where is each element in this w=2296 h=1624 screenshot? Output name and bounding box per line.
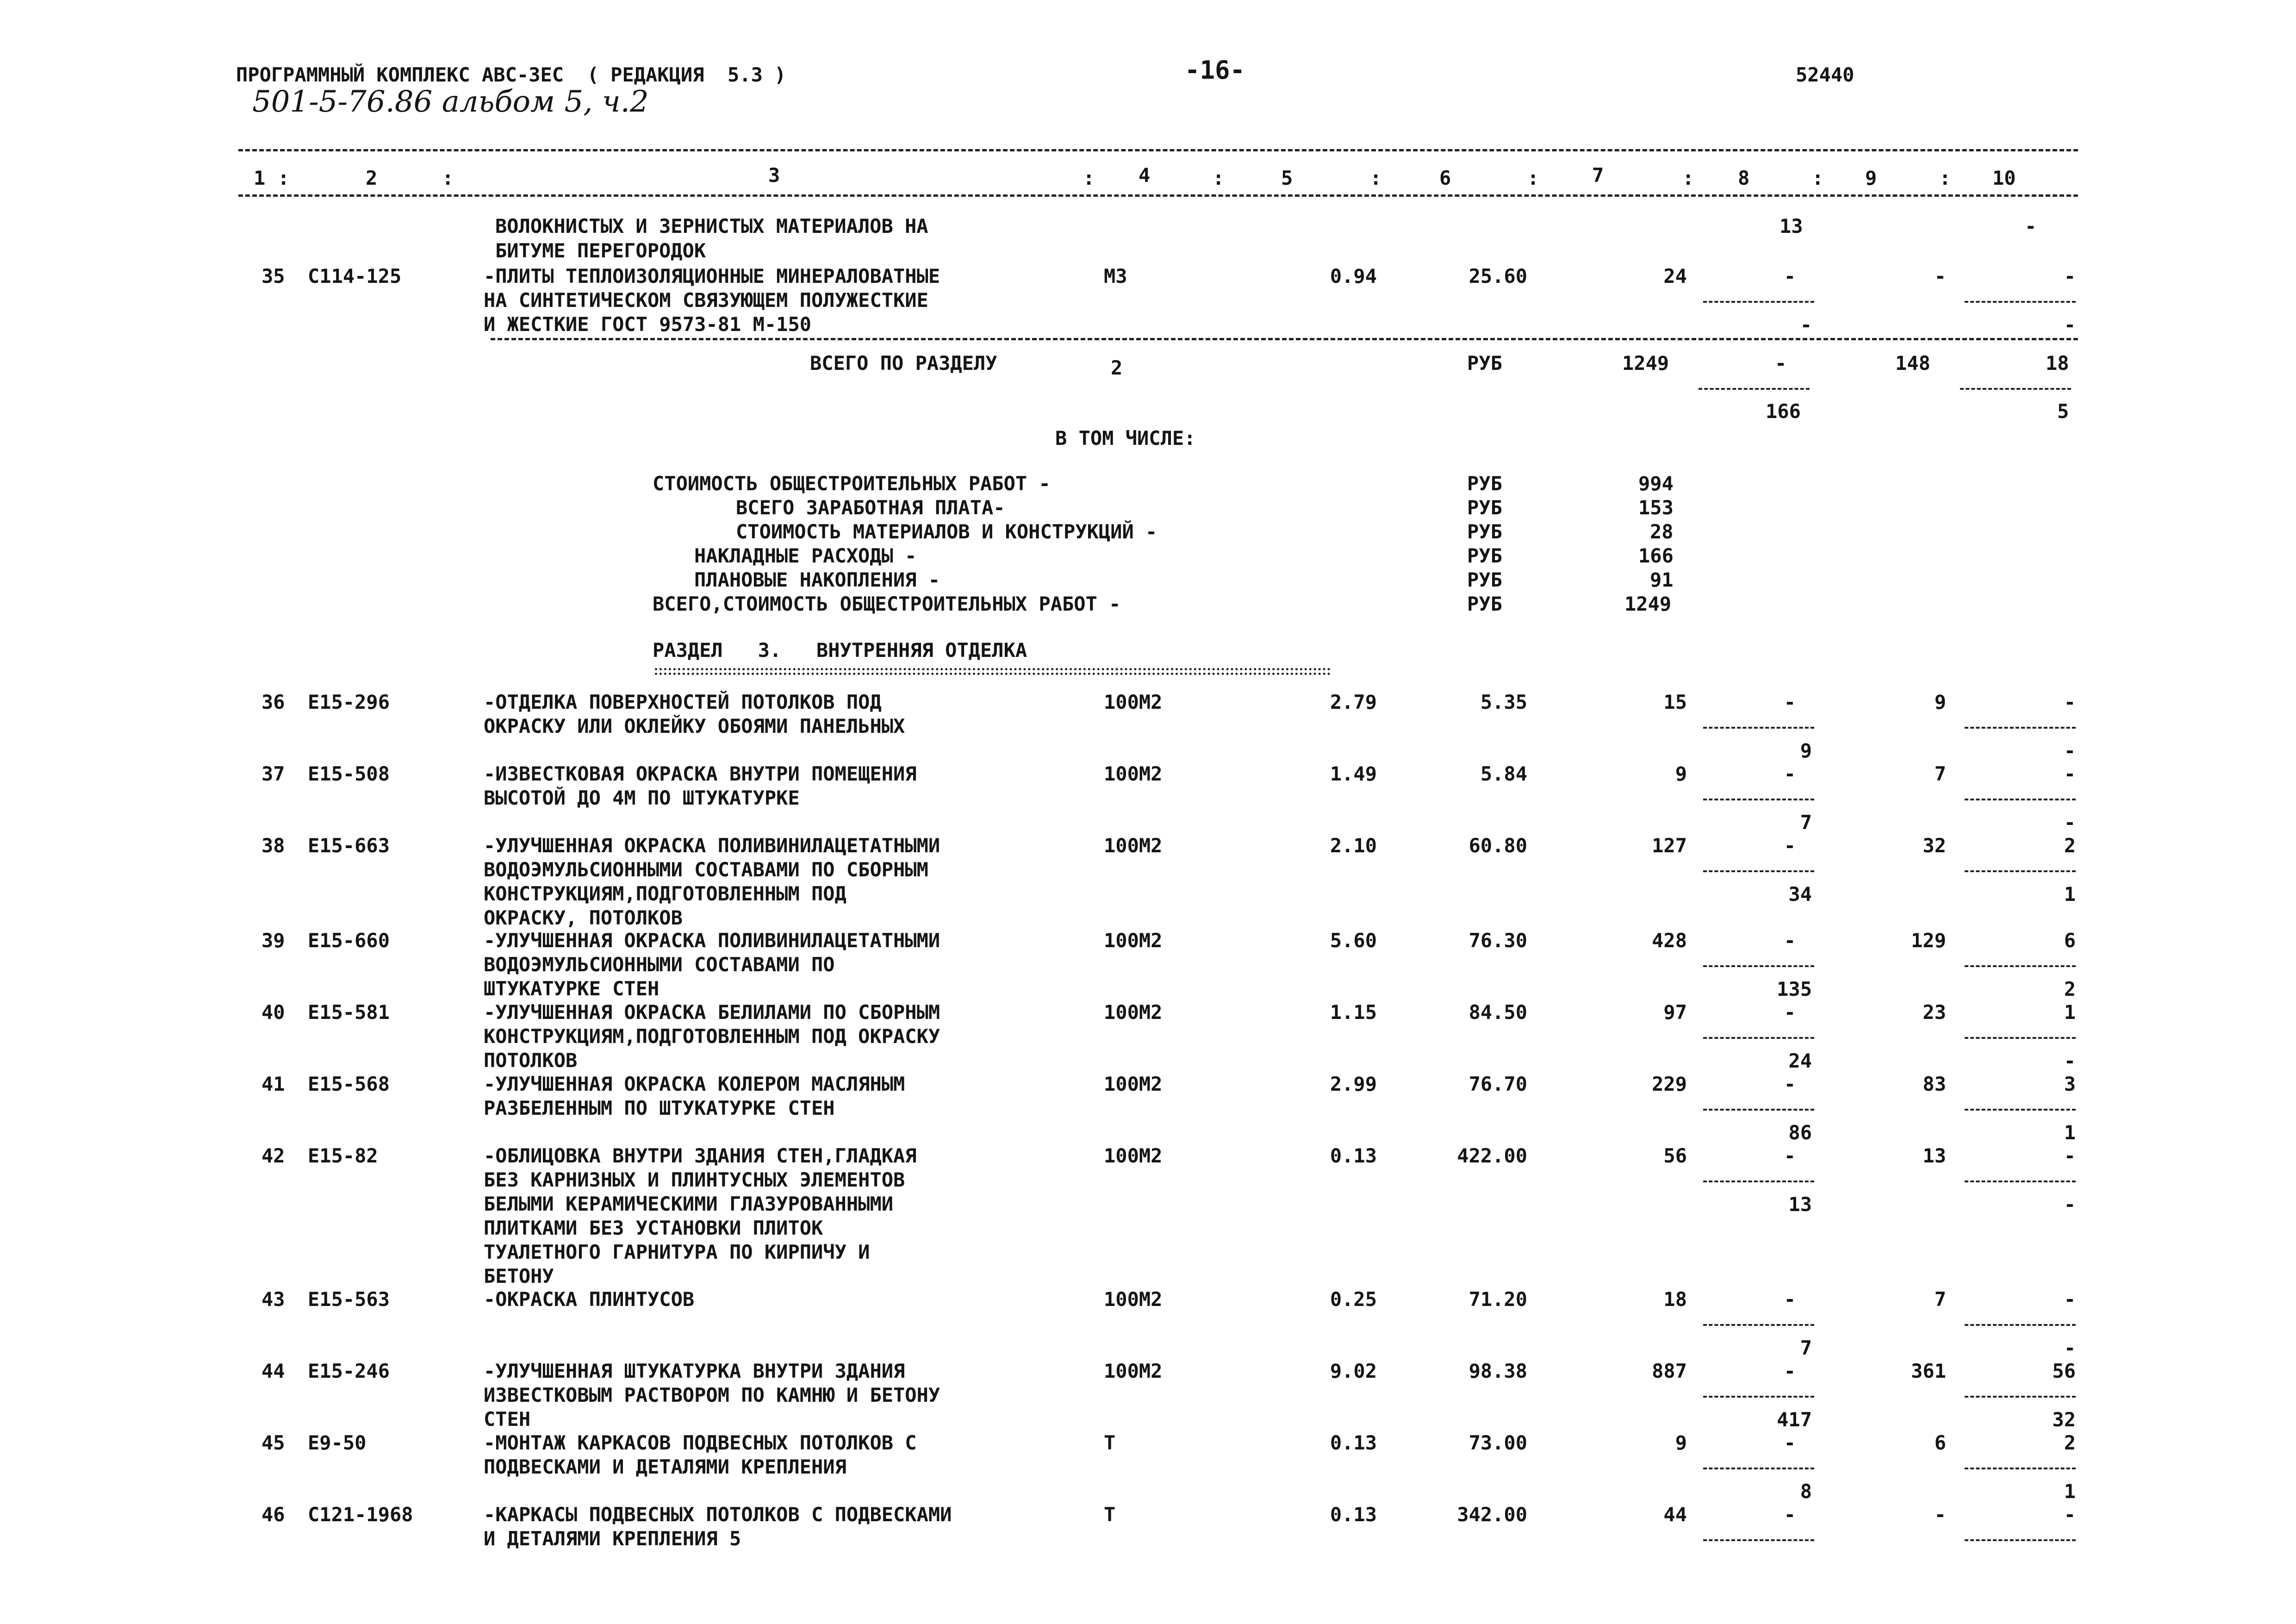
row-description-line: ВОДОЭМУЛЬСИОННЫМИ СОСТАВАМИ ПО СБОРНЫМ — [484, 858, 928, 881]
row-col10-bottom: 2 — [2064, 978, 2076, 1000]
row-unit: 100М2 — [1104, 1360, 1163, 1382]
row-col10-divider — [1965, 727, 2076, 729]
section-total-col8-divider — [1699, 388, 1810, 390]
row-description-line: ВОДОЭМУЛЬСИОННЫМИ СОСТАВАМИ ПО — [484, 953, 835, 976]
row-quantity: 0.25 — [1330, 1288, 1377, 1311]
including-value: 994 — [1638, 472, 1674, 495]
row-col10-bottom: - — [2064, 313, 2076, 336]
row-number: 38 — [261, 834, 285, 857]
row-description-line: -КАРКАСЫ ПОДВЕСНЫХ ПОТОЛКОВ С ПОДВЕСКАМИ — [484, 1503, 952, 1526]
row-description-line: БЕТОНУ — [484, 1265, 554, 1287]
row-quantity: 1.15 — [1330, 1001, 1377, 1024]
row-unit: Т — [1104, 1503, 1116, 1526]
handwritten-annotation: 501-5-76.86 альбом 5, ч.2 — [252, 85, 649, 119]
including-value: 153 — [1638, 496, 1674, 519]
row-col10-top: - — [2064, 1144, 2076, 1167]
row-quantity: 0.13 — [1330, 1144, 1377, 1167]
row-col8-divider — [1703, 1109, 1814, 1111]
including-label: ПЛАНОВЫЕ НАКОПЛЕНИЯ - — [694, 568, 940, 591]
row-unit: 100М2 — [1104, 762, 1163, 785]
row-unit-price: 5.84 — [1480, 762, 1527, 785]
row-unit: М3 — [1104, 265, 1127, 287]
document-code: 52440 — [1796, 63, 1854, 86]
col-header-9: 9 — [1865, 167, 1877, 189]
including-label: СТОИМОСТЬ МАТЕРИАЛОВ И КОНСТРУКЦИЙ - — [736, 520, 1157, 543]
row-col8-top: - — [1784, 1073, 1796, 1095]
row-description-line: -ОКРАСКА ПЛИНТУСОВ — [484, 1288, 695, 1311]
row-total: 24 — [1663, 265, 1687, 287]
col-header-sep: : — [1527, 167, 1539, 189]
row-quantity: 9.02 — [1330, 1360, 1377, 1382]
row-description-line: -ОТДЕЛКА ПОВЕРХНОСТЕЙ ПОТОЛКОВ ПОД — [484, 691, 882, 713]
including-value: 1249 — [1624, 593, 1672, 615]
row-col10-divider — [1965, 1109, 2076, 1111]
row-col10-bottom: - — [2064, 739, 2076, 762]
row-col8-top: - — [1784, 1431, 1796, 1454]
fragment-col8: 13 — [1780, 215, 1803, 237]
row-col8-bottom: 9 — [1800, 739, 1812, 762]
row-col8-bottom: 86 — [1788, 1121, 1812, 1144]
row-unit-price: 76.70 — [1468, 1073, 1527, 1095]
row-number: 46 — [261, 1503, 285, 1526]
row-col10-bottom: 1 — [2064, 883, 2076, 906]
col-header-sep: : — [1213, 167, 1225, 189]
row-quantity: 2.99 — [1330, 1073, 1377, 1095]
row-col8-bottom: - — [1800, 313, 1812, 336]
row-code: E15-581 — [308, 1001, 390, 1024]
row-col8-divider — [1703, 1396, 1814, 1398]
row-col8-bottom: 417 — [1777, 1408, 1812, 1431]
row-col10-divider — [1965, 1396, 2076, 1398]
row-number: 35 — [261, 265, 285, 287]
row-description-line: -ИЗВЕСТКОВАЯ ОКРАСКА ВНУТРИ ПОМЕЩЕНИЯ — [484, 762, 917, 785]
row-col8-top: - — [1784, 834, 1796, 857]
row-quantity: 2.79 — [1330, 691, 1377, 713]
row-unit-price: 71.20 — [1468, 1288, 1527, 1311]
row-quantity: 2.10 — [1330, 834, 1377, 857]
row-col9: - — [1934, 265, 1946, 287]
row-description-line: КОНСТРУКЦИЯМ,ПОДГОТОВЛЕННЫМ ПОД ОКРАСКУ — [484, 1025, 940, 1048]
row-description-line: -УЛУЧШЕННАЯ ОКРАСКА БЕЛИЛАМИ ПО СБОРНЫМ — [484, 1001, 940, 1024]
program-header: ПРОГРАММНЫЙ КОМПЛЕКС АВС-ЗЕС ( РЕДАКЦИЯ 5.3 ) — [236, 63, 786, 86]
row-number: 37 — [261, 762, 285, 785]
row-col10-divider — [1965, 1037, 2076, 1039]
row-col8-bottom: 24 — [1788, 1049, 1812, 1072]
row-col10-top: 6 — [2064, 929, 2076, 952]
section-total-col10-bottom: 5 — [2057, 400, 2069, 423]
row-number: 36 — [261, 691, 285, 713]
row-col10-bottom: - — [2064, 811, 2076, 834]
row-total: 97 — [1663, 1001, 1687, 1024]
row-col8-top: - — [1784, 1503, 1796, 1526]
row-unit: 100М2 — [1104, 1001, 1163, 1024]
row-description-line: ПЛИТКАМИ БЕЗ УСТАНОВКИ ПЛИТОК — [484, 1217, 823, 1239]
col-header-sep: : — [278, 167, 290, 189]
col-header-sep: : — [1370, 167, 1382, 189]
row-description-line: СТЕН — [484, 1408, 531, 1430]
row-total: 44 — [1663, 1503, 1687, 1526]
fragment-desc-line: БИТУМЕ ПЕРЕГОРОДОК — [495, 239, 706, 262]
row-code: E15-82 — [308, 1144, 378, 1167]
section-total-label: ВСЕГО ПО РАЗДЕЛУ — [810, 352, 997, 375]
row-col8-bottom: 34 — [1788, 883, 1812, 906]
row-col8-divider — [1703, 799, 1814, 800]
row-description-line: ИЗВЕСТКОВЫМ РАСТВОРОМ ПО КАМНЮ И БЕТОНУ — [484, 1384, 940, 1406]
row-col8-top: - — [1784, 691, 1796, 713]
row-col8-divider — [1703, 301, 1814, 303]
row-unit: 100М2 — [1104, 691, 1163, 713]
row-total: 9 — [1675, 1431, 1687, 1454]
row-col9: - — [1934, 1503, 1946, 1526]
including-unit: РУБ — [1467, 568, 1502, 591]
row-col10-top: - — [2064, 1288, 2076, 1311]
row-description-line: -УЛУЧШЕННАЯ ОКРАСКА КОЛЕРОМ МАСЛЯНЫМ — [484, 1073, 905, 1095]
row-quantity: 0.94 — [1330, 265, 1377, 287]
col-header-3: 3 — [768, 164, 780, 187]
including-value: 28 — [1650, 520, 1674, 543]
row-col10-top: 3 — [2064, 1073, 2076, 1095]
col-header-sep: : — [1939, 167, 1951, 189]
row-col8-divider — [1703, 870, 1814, 872]
row-description-line: ШТУКАТУРКЕ СТЕН — [484, 977, 660, 1000]
col-header-sep: : — [1812, 167, 1824, 189]
section-total-col7: 1249 — [1622, 352, 1669, 375]
row-code: E15-508 — [308, 762, 390, 785]
row-description-line: КОНСТРУКЦИЯМ,ПОДГОТОВЛЕННЫМ ПОД — [484, 882, 846, 905]
row-col10-top: 2 — [2064, 1431, 2076, 1454]
row-code: E15-563 — [308, 1288, 390, 1311]
section3-title: РАЗДЕЛ 3. ВНУТРЕННЯЯ ОТДЕЛКА — [653, 639, 1027, 662]
row-col9: 13 — [1923, 1144, 1946, 1167]
row-quantity: 0.13 — [1330, 1503, 1377, 1526]
row-quantity: 1.49 — [1330, 762, 1377, 785]
row-description-line: -УЛУЧШЕННАЯ ОКРАСКА ПОЛИВИНИЛАЦЕТАТНЫМИ — [484, 834, 940, 857]
section3-underline — [655, 668, 1331, 670]
row-col8-divider — [1703, 1539, 1814, 1541]
header-rule-top — [238, 149, 2078, 151]
row-unit-price: 25.60 — [1468, 265, 1527, 287]
col-header-10: 10 — [1992, 167, 2016, 189]
row-number: 40 — [261, 1001, 285, 1024]
row-description-line: ОКРАСКУ, ПОТОЛКОВ — [484, 906, 683, 929]
row-col10-divider — [1965, 1324, 2076, 1326]
row-col8-divider — [1703, 1037, 1814, 1039]
row-description-line: ВЫСОТОЙ ДО 4М ПО ШТУКАТУРКЕ — [484, 787, 800, 809]
row-col10-bottom: - — [2064, 1049, 2076, 1072]
row-total: 428 — [1652, 929, 1687, 952]
row-total: 887 — [1652, 1360, 1687, 1382]
col-header-sep: : — [442, 167, 454, 189]
row-col9: 83 — [1923, 1073, 1946, 1095]
row-total: 56 — [1663, 1144, 1687, 1167]
row-total: 127 — [1652, 834, 1687, 857]
row-number: 39 — [261, 929, 285, 952]
col-header-6: 6 — [1439, 167, 1451, 189]
row-description-line: И ДЕТАЛЯМИ КРЕПЛЕНИЯ 5 — [484, 1527, 741, 1550]
row-col8-top: - — [1784, 1144, 1796, 1167]
col-header-1: 1 — [254, 167, 266, 189]
row-col9: 129 — [1911, 929, 1946, 952]
section-total-rule — [491, 338, 2078, 340]
row-description-line: НА СИНТЕТИЧЕСКОМ СВЯЗУЮЩЕМ ПОЛУЖЕСТКИЕ — [484, 289, 928, 312]
row-unit: Т — [1104, 1431, 1116, 1454]
row-number: 43 — [261, 1288, 285, 1311]
row-unit: 100М2 — [1104, 834, 1163, 857]
row-number: 45 — [261, 1431, 285, 1454]
row-unit-price: 60.80 — [1468, 834, 1527, 857]
row-col10-top: 1 — [2064, 1001, 2076, 1024]
row-number: 42 — [261, 1144, 285, 1167]
section3-underline — [655, 673, 1331, 675]
including-title: В ТОМ ЧИСЛЕ: — [1055, 427, 1196, 450]
row-unit-price: 342.00 — [1457, 1503, 1527, 1526]
row-col10-top: - — [2064, 762, 2076, 785]
row-unit-price: 5.35 — [1480, 691, 1527, 713]
row-col10-divider — [1965, 1181, 2076, 1182]
col-header-8: 8 — [1738, 167, 1750, 189]
row-code: E9-50 — [308, 1431, 367, 1454]
col-header-5: 5 — [1281, 167, 1293, 189]
row-unit-price: 73.00 — [1468, 1431, 1527, 1454]
row-col10-divider — [1965, 799, 2076, 800]
row-col10-top: - — [2064, 691, 2076, 713]
col-header-sep: : — [1083, 167, 1095, 189]
row-description-line: -ОБЛИЦОВКА ВНУТРИ ЗДАНИЯ СТЕН,ГЛАДКАЯ — [484, 1144, 917, 1167]
row-col10-bottom: 1 — [2064, 1480, 2076, 1503]
including-unit: РУБ — [1467, 496, 1502, 519]
col-header-4: 4 — [1139, 164, 1151, 187]
row-col8-top: - — [1784, 762, 1796, 785]
row-unit: 100М2 — [1104, 929, 1163, 952]
section-total-col8-bottom: 166 — [1766, 400, 1801, 423]
including-value: 91 — [1650, 568, 1674, 591]
row-col9: 361 — [1911, 1360, 1946, 1382]
row-description-line: -МОНТАЖ КАРКАСОВ ПОДВЕСНЫХ ПОТОЛКОВ С — [484, 1431, 917, 1454]
row-code: C121-1968 — [308, 1503, 413, 1526]
row-total: 18 — [1663, 1288, 1687, 1311]
row-col9: 6 — [1934, 1431, 1946, 1454]
row-col10-bottom: 32 — [2052, 1408, 2076, 1431]
row-col8-divider — [1703, 1324, 1814, 1326]
section-total-col10-top: 18 — [2046, 352, 2069, 375]
including-label: НАКЛАДНЫЕ РАСХОДЫ - — [694, 544, 917, 567]
row-col8-top: - — [1784, 1288, 1796, 1311]
row-unit-price: 76.30 — [1468, 929, 1527, 952]
row-total: 9 — [1675, 762, 1687, 785]
row-number: 44 — [261, 1360, 285, 1382]
row-unit-price: 422.00 — [1457, 1144, 1527, 1167]
section-total-col9: 148 — [1895, 352, 1930, 375]
row-description-line: ПОТОЛКОВ — [484, 1049, 578, 1072]
fragment-col10: - — [2025, 215, 2037, 237]
row-col8-bottom: 8 — [1800, 1480, 1812, 1503]
row-col10-bottom: - — [2064, 1193, 2076, 1216]
including-unit: РУБ — [1467, 520, 1502, 543]
row-col10-top: 56 — [2052, 1360, 2076, 1382]
col-header-7: 7 — [1592, 164, 1604, 187]
row-code: E15-246 — [308, 1360, 390, 1382]
row-total: 15 — [1663, 691, 1687, 713]
row-code: E15-660 — [308, 929, 390, 952]
row-description-line: -ПЛИТЫ ТЕПЛОИЗОЛЯЦИОННЫЕ МИНЕРАЛОВАТНЫЕ — [484, 265, 940, 287]
section-total-col4: 2 — [1111, 356, 1123, 379]
including-unit: РУБ — [1467, 593, 1502, 615]
page-number: -16- — [1185, 56, 1245, 85]
row-col8-divider — [1703, 965, 1814, 967]
row-col10-divider — [1965, 1468, 2076, 1469]
row-unit: 100М2 — [1104, 1288, 1163, 1311]
section-total-col10-divider — [1960, 388, 2071, 390]
row-col8-bottom: 135 — [1777, 978, 1812, 1000]
row-col8-top: - — [1784, 1360, 1796, 1382]
row-code: C114-125 — [308, 265, 402, 287]
row-col10-divider — [1965, 1539, 2076, 1541]
row-code: E15-568 — [308, 1073, 390, 1095]
row-col8-top: - — [1784, 265, 1796, 287]
row-total: 229 — [1652, 1073, 1687, 1095]
row-description-line: ПОДВЕСКАМИ И ДЕТАЛЯМИ КРЕПЛЕНИЯ — [484, 1455, 846, 1478]
including-label: ВСЕГО,СТОИМОСТЬ ОБЩЕСТРОИТЕЛЬНЫХ РАБОТ - — [653, 593, 1121, 615]
row-col10-bottom: - — [2064, 1337, 2076, 1359]
including-unit: РУБ — [1467, 472, 1502, 495]
row-description-line: И ЖЕСТКИЕ ГОСТ 9573-81 М-150 — [484, 313, 812, 336]
row-col10-top: - — [2064, 265, 2076, 287]
row-col8-bottom: 7 — [1800, 1337, 1812, 1359]
row-unit-price: 98.38 — [1468, 1360, 1527, 1382]
row-col8-bottom: 7 — [1800, 811, 1812, 834]
row-col10-divider — [1965, 301, 2076, 303]
col-header-sep: : — [1682, 167, 1694, 189]
section-total-col6: РУБ — [1467, 352, 1502, 375]
row-col8-divider — [1703, 1468, 1814, 1469]
row-col8-divider — [1703, 1181, 1814, 1182]
row-col8-top: - — [1784, 929, 1796, 952]
row-description-line: ТУАЛЕТНОГО ГАРНИТУРА ПО КИРПИЧУ И — [484, 1241, 870, 1263]
row-col9: 32 — [1923, 834, 1946, 857]
row-col10-top: - — [2064, 1503, 2076, 1526]
row-col8-divider — [1703, 727, 1814, 729]
row-description-line: РАЗБЕЛЕННЫМ ПО ШТУКАТУРКЕ СТЕН — [484, 1097, 835, 1119]
section-total-col8-top: - — [1775, 352, 1787, 375]
row-col8-bottom: 13 — [1788, 1193, 1812, 1216]
row-col8-top: - — [1784, 1001, 1796, 1024]
row-col10-divider — [1965, 965, 2076, 967]
row-col9: 7 — [1934, 762, 1946, 785]
row-description-line: БЕЗ КАРНИЗНЫХ И ПЛИНТУСНЫХ ЭЛЕМЕНТОВ — [484, 1168, 905, 1191]
col-header-2: 2 — [366, 167, 378, 189]
row-unit: 100М2 — [1104, 1144, 1163, 1167]
row-col9: 7 — [1934, 1288, 1946, 1311]
row-description-line: -УЛУЧШЕННАЯ ШТУКАТУРКА ВНУТРИ ЗДАНИЯ — [484, 1360, 905, 1382]
row-col10-divider — [1965, 870, 2076, 872]
row-col10-top: 2 — [2064, 834, 2076, 857]
row-description-line: БЕЛЫМИ КЕРАМИЧЕСКИМИ ГЛАЗУРОВАННЫМИ — [484, 1193, 894, 1215]
including-value: 166 — [1638, 544, 1674, 567]
row-code: E15-663 — [308, 834, 390, 857]
row-quantity: 0.13 — [1330, 1431, 1377, 1454]
row-description-line: -УЛУЧШЕННАЯ ОКРАСКА ПОЛИВИНИЛАЦЕТАТНЫМИ — [484, 929, 940, 952]
row-col9: 23 — [1923, 1001, 1946, 1024]
row-col9: 9 — [1934, 691, 1946, 713]
including-label: ВСЕГО ЗАРАБОТНАЯ ПЛАТА- — [736, 496, 1005, 519]
fragment-desc-line: ВОЛОКНИСТЫХ И ЗЕРНИСТЫХ МАТЕРИАЛОВ НА — [495, 215, 928, 237]
row-unit-price: 84.50 — [1468, 1001, 1527, 1024]
row-unit: 100М2 — [1104, 1073, 1163, 1095]
including-unit: РУБ — [1467, 544, 1502, 567]
row-number: 41 — [261, 1073, 285, 1095]
row-description-line: ОКРАСКУ ИЛИ ОКЛЕЙКУ ОБОЯМИ ПАНЕЛЬНЫХ — [484, 715, 905, 737]
row-code: E15-296 — [308, 691, 390, 713]
row-col10-bottom: 1 — [2064, 1121, 2076, 1144]
header-rule-bottom — [238, 194, 2078, 197]
row-quantity: 5.60 — [1330, 929, 1377, 952]
including-label: СТОИМОСТЬ ОБЩЕСТРОИТЕЛЬНЫХ РАБОТ - — [653, 472, 1051, 495]
